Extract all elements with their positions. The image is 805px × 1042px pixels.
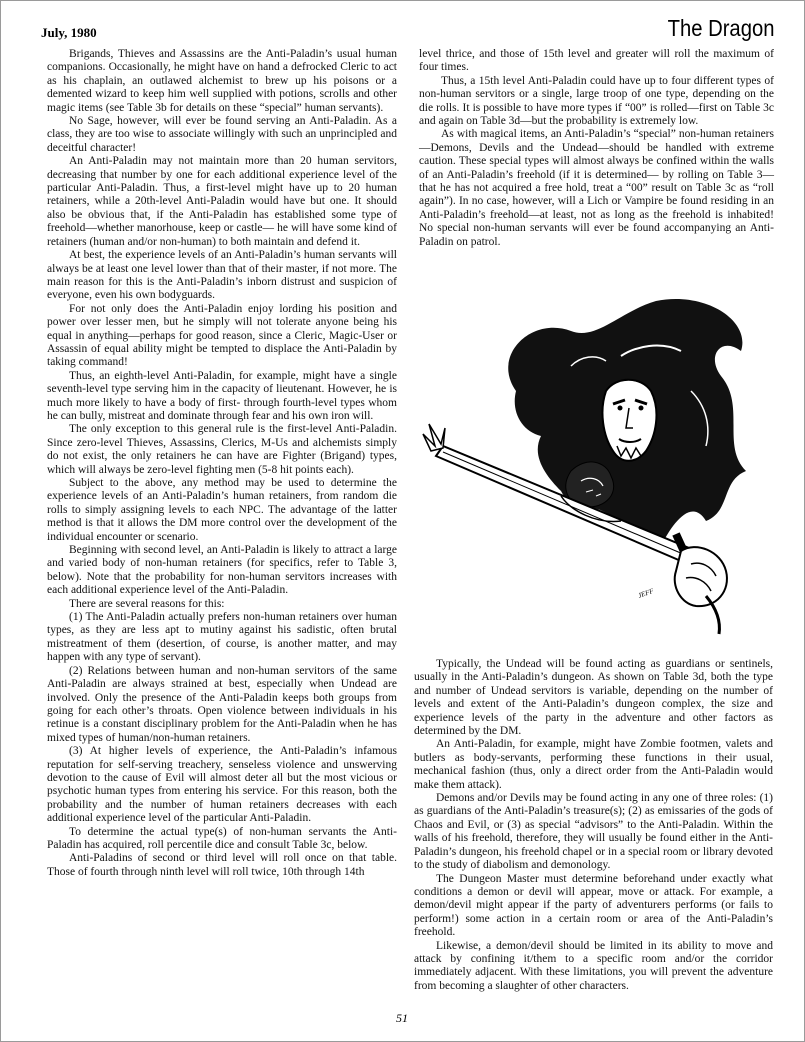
paragraph: Likewise, a demon/devil should be limited in its ability to move and attack by confining it/them to a specific room and/or the corridor immediately adjacent. With these limitations, you will prevent the adventure from becoming a slaughter of other characters. (414, 939, 773, 992)
paragraph: Demons and/or Devils may be found acting in any one of three roles: (1) as guardians of the Anti-Paladin’s treasure(s); (2) as emissaries of the gods of Chaos and Evil, or (3) as special “advisors” to the Anti-Paladin. Within the walls of his freehold, therefore, they will usually be found either in the Anti-Paladin’s dungeon, his freehold chapel or in a special room or library devoted to the study of diabolism and demonology. (414, 792, 773, 872)
issue-date: July, 1980 (41, 25, 97, 40)
sparkle-icon (423, 424, 445, 451)
paragraph: Thus, an eighth-level Anti-Paladin, for example, might have a single seventh-level type serving him in the capacity of lieutenant. However, he is much more likely to have a body of first- through fourth-level types whom he can bully, mistreat and dominate through fear and his own iron will. (47, 369, 397, 422)
paragraph: level thrice, and those of 15th level and greater will roll the maximum of four times. (419, 48, 774, 74)
paragraph: As with magical items, an Anti-Paladin’s “special” non-human retainers—Demons, Devils and the Undead—should be handled with extreme caution. These special types will almost always be confined within the walls of an Anti-Paladin’s freehold (if it is determined— by rolling on Table 3—that he has not acquired a free hold, treat a “00” result on Table 3c as “roll again”). In no case, however, will a Lich or Vampire be found residing in an Anti-Paladin’s freehold—at least, not as long as the freehold is inhabited! No special non-human servants will ever be found accompanying an Anti-Paladin on patrol. (419, 128, 774, 248)
gauntlet-shape (675, 547, 727, 606)
paragraph: Beginning with second level, an Anti-Paladin is likely to attract a large and varied body of non-human retainers (for specifics, refer to Table 3, below). Note that the probability for non-human servitors increases with each additional experience level of the Anti-Paladin. (47, 544, 397, 597)
paragraph: To determine the actual type(s) of non-human servants the Anti-Paladin has acquired, roll percentile dice and consult Table 3c, below. (47, 825, 397, 851)
paragraph: Thus, a 15th level Anti-Paladin could have up to four different types of non-human servitors or a single, large troop of one type, depending on the die rolls. It is possible to have more types if “00” is rolled—first on Table 3c and again on Table 3d—but the probability is extremely low. (419, 74, 774, 128)
magazine-title: The Dragon (667, 15, 774, 41)
paragraph: (2) Relations between human and non-human servitors of the same Anti-Paladin are always strained at best, especially when Undead are involved. Only the presence of the Anti-Paladin keeps both groups from going for each other’s throats. Open violence between individuals in his retinue is a constant disciplinary problem for the Anti-Paladin when he has mixed types of human/non-human retainers. (47, 664, 397, 744)
paragraph: Typically, the Undead will be found acting as guardians or sentinels, usually in the Anti-Paladin’s dungeon. As shown on Table 3d, both the type and number of Undead servitors is variable, depending on the number of levels and extent of the Anti-Paladin’s dungeon complex, the size and experience levels of the party in the adventure and other factors as determined by the DM. (414, 658, 773, 738)
right-column-bottom (414, 658, 773, 993)
paragraph: Anti-Paladins of second or third level will roll once on that table. Those of fourth through ninth level will roll twice, 10th through 14th (47, 852, 397, 878)
paragraph: (3) At higher levels of experience, the Anti-Paladin’s infamous reputation for self-serving treachery, senseless violence and unswerving devotion to the cause of Evil will almost deter all but the most vicious or psychotic human types from entering his service. For this reason, both the probability and the number of human retainers decreases with each additional experience level of the particular Anti-Paladin. (47, 745, 397, 825)
paragraph: At best, the experience levels of an Anti-Paladin’s human servants will always be at least one level lower than that of their master, if not more. The main reason for this is the Anti-Paladin’s inborn distrust and suspicion of everyone, even his own bodyguards. (47, 249, 397, 302)
paragraph: There are several reasons for this: (69, 597, 225, 610)
paragraph: For not only does the Anti-Paladin enjoy lording his position and power over lesser men, but he simply will not tolerate anyone being his equal in anything—perhaps for good reason, since a Cleric, Magic-User or Assassin of equal ability might be tempted to displace the Anti-Paladin by taking command! (47, 302, 397, 369)
anti-paladin-illustration (421, 296, 766, 641)
paragraph: Brigands, Thieves and Assassins are the Anti-Paladin’s usual human companions. Occasionally, he might have on hand a defrocked Cleric to act as his chaplain, an outlawed alchemist to brew up his poisons or a demented wizard to keep him well supplied with potions, scrolls and other magic items (see Table 3b for details on these “special” human servants). (47, 48, 397, 114)
paragraph: No Sage, however, will ever be found serving an Anti-Paladin. As a class, they are too wise to associate willingly with such an unprincipled and deceitful character! (47, 115, 397, 154)
page-number: 51 (396, 1011, 408, 1025)
left-column (47, 48, 397, 879)
face-shape (602, 380, 656, 461)
artist-signature: JEFF (636, 586, 655, 600)
paragraph: Subject to the above, any method may be used to determine the experience levels of an Anti-Paladin’s human retainers, from random die rolls to simply assigning levels to each NPC. The advantage of the latter method is that it allows the DM more control over the development of the individual encounter or scenario. (47, 477, 397, 543)
paragraph: The only exception to this general rule is the first-level Anti-Paladin. Since zero-level Thieves, Assassins, Clerics, M-Us and alchemists simply do not exist, the only retainers he can have are Fighter (Brigand) types, which will always be zero-level fighting men (5-8 hit points each). (47, 423, 397, 476)
right-column-top (419, 48, 774, 249)
paragraph: An Anti-Paladin, for example, might have Zombie footmen, valets and butlers as body-servants, performing these functions in their usual, mechanical fashion (thus, only a direct order from the Anti-Paladin would make them attack). (414, 738, 773, 791)
paragraph: The Dungeon Master must determine beforehand under exactly what conditions a demon or devil will appear, move or attack. For example, a demon/devil might appear if the party of adventurers performs (or fails to perform!) some action in a certain room or area of the Anti-Paladin’s freehold. (414, 872, 773, 939)
paragraph: (1) The Anti-Paladin actually prefers non-human retainers over human types, as they are less apt to mutiny against his sadistic, often brutal mistreatment of them (desertion, of course, is another matter, and may happen with any type of servant). (47, 611, 397, 664)
paragraph: An Anti-Paladin may not maintain more than 20 human servitors, decreasing that number by one for each additional experience level of the particular Anti-Paladin. Thus, a first-level might have up to 20 human retainers, while a 20th-level Anti-Paladin would have but one. It should also be obvious that, if the Anti-Paladin has established some type of freehold—whether manorhouse, keep or castle— he will have some kind of retainers (human and/or non-human) to both maintain and defend it. (47, 155, 397, 248)
